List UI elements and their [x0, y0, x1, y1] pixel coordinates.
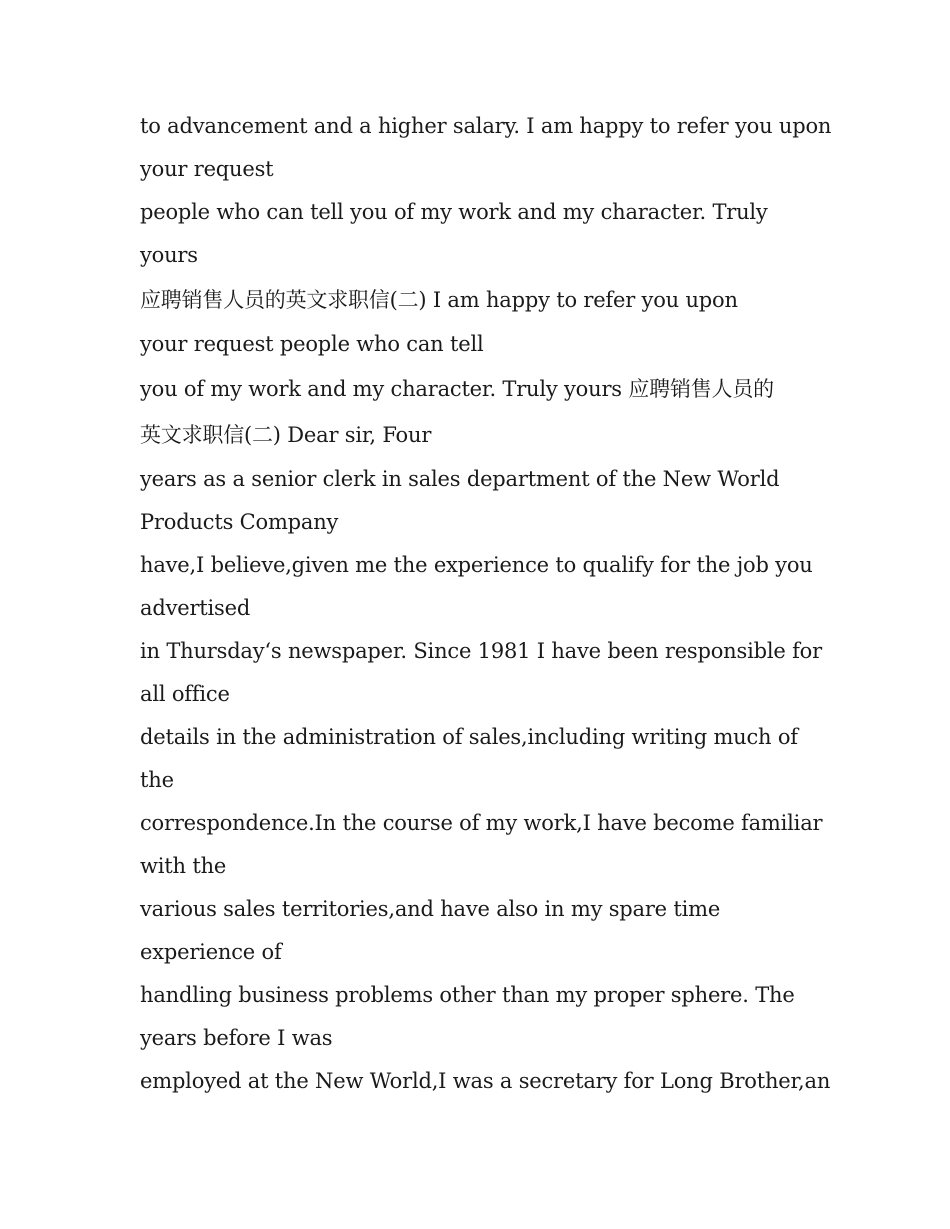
- text-line-3: people who can tell you of my work and my character. Truly: [140, 200, 768, 224]
- text-line-10: Products Company: [140, 510, 339, 534]
- text-line-16: the: [140, 768, 174, 792]
- text-line-18: with the: [140, 854, 227, 878]
- text-line-11: have,I believe,given me the experience to qualify for the job you: [140, 553, 813, 577]
- text-line-2: your request: [140, 157, 274, 181]
- text-line-1: to advancement and a higher salary. I am happy to refer you upon: [140, 114, 832, 138]
- text-line-14: all office: [140, 682, 230, 706]
- text-line-17: correspondence.In the course of my work,I have become familiar: [140, 811, 823, 835]
- text-line-8: 英文求职信(二) Dear sir, Four: [140, 423, 432, 447]
- text-line-22: years before I was: [140, 1026, 333, 1050]
- text-line-19: various sales territories,and have also in my spare time: [140, 897, 721, 921]
- text-line-13: in Thursday‘s newspaper. Since 1981 I have been responsible for: [140, 639, 822, 663]
- text-line-21: handling business problems other than my proper sphere. The: [140, 983, 795, 1007]
- text-line-6: your request people who can tell: [140, 332, 484, 356]
- text-line-9: years as a senior clerk in sales department of the New World: [140, 467, 780, 491]
- text-line-7: you of my work and my character. Truly yours 应聘销售人员的: [140, 377, 774, 401]
- text-line-20: experience of: [140, 940, 282, 964]
- text-line-5: 应聘销售人员的英文求职信(二) I am happy to refer you upon: [140, 288, 738, 312]
- document-body: [140, 105, 832, 1103]
- text-line-4: yours: [140, 243, 198, 267]
- text-line-23: employed at the New World,I was a secretary for Long Brother,an: [140, 1069, 831, 1093]
- text-line-12: advertised: [140, 596, 251, 620]
- text-line-15: details in the administration of sales,including writing much of: [140, 725, 798, 749]
